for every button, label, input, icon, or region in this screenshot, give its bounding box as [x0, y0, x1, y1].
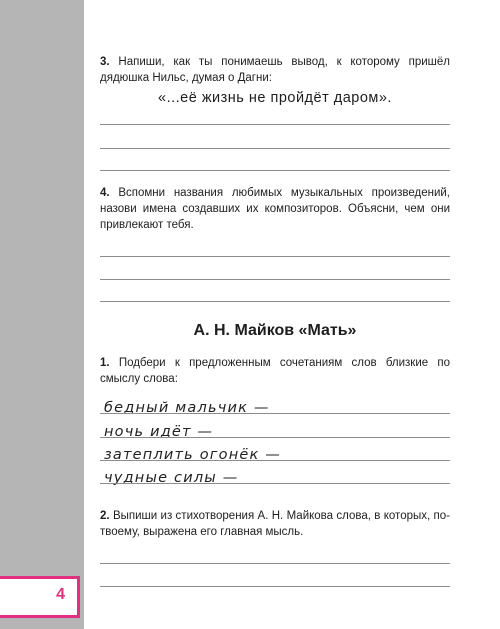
- task-1: [100, 355, 450, 387]
- page-number: 4: [56, 586, 65, 603]
- answer-line[interactable]: [100, 437, 450, 438]
- handwritten-phrase: чудные силы —: [104, 470, 239, 486]
- answer-line[interactable]: [100, 586, 450, 587]
- answer-line[interactable]: [100, 279, 450, 280]
- task-2-number: 2.: [100, 510, 110, 522]
- answer-line[interactable]: [100, 563, 450, 564]
- task-3-quote: «...её жизнь не пройдёт даром».: [158, 90, 392, 106]
- task-3-number: 3.: [100, 56, 110, 68]
- handwritten-phrase: ночь идёт —: [104, 424, 214, 440]
- task-2-text: Выпиши из стихотворения А. Н. Майкова слова, в которых, по-твоему, выражена его главная мысль.: [100, 510, 450, 538]
- answer-line[interactable]: [100, 483, 450, 484]
- page-number-box: [0, 576, 80, 618]
- handwritten-phrase: бедный мальчик —: [104, 400, 270, 416]
- answer-line[interactable]: [100, 413, 450, 414]
- task-3-text: Напиши, как ты понимаешь вывод, к которому пришёл дядюшка Нильс, думая о Дагни:: [100, 56, 450, 84]
- answer-line[interactable]: [100, 170, 450, 171]
- answer-line[interactable]: [100, 301, 450, 302]
- answer-line[interactable]: [100, 148, 450, 149]
- section-title: А. Н. Майков «Мать»: [193, 322, 357, 339]
- task-1-number: 1.: [100, 357, 110, 369]
- task-2: [100, 508, 450, 540]
- task-3: [100, 54, 450, 86]
- answer-line[interactable]: [100, 256, 450, 257]
- answer-line[interactable]: [100, 124, 450, 125]
- task-1-text: Подбери к предложенным сочетаниям слов близкие по смыслу слова:: [100, 357, 450, 385]
- task-4: [100, 185, 450, 233]
- handwritten-phrase: затеплить огонёк —: [104, 447, 281, 463]
- side-margin-bar: [0, 0, 84, 629]
- task-4-text: Вспомни названия любимых музыкальных произведений, назови имена создавших их композиторов. Объясни, чем они привлекают тебя.: [100, 187, 450, 231]
- task-4-number: 4.: [100, 187, 110, 199]
- answer-line[interactable]: [100, 460, 450, 461]
